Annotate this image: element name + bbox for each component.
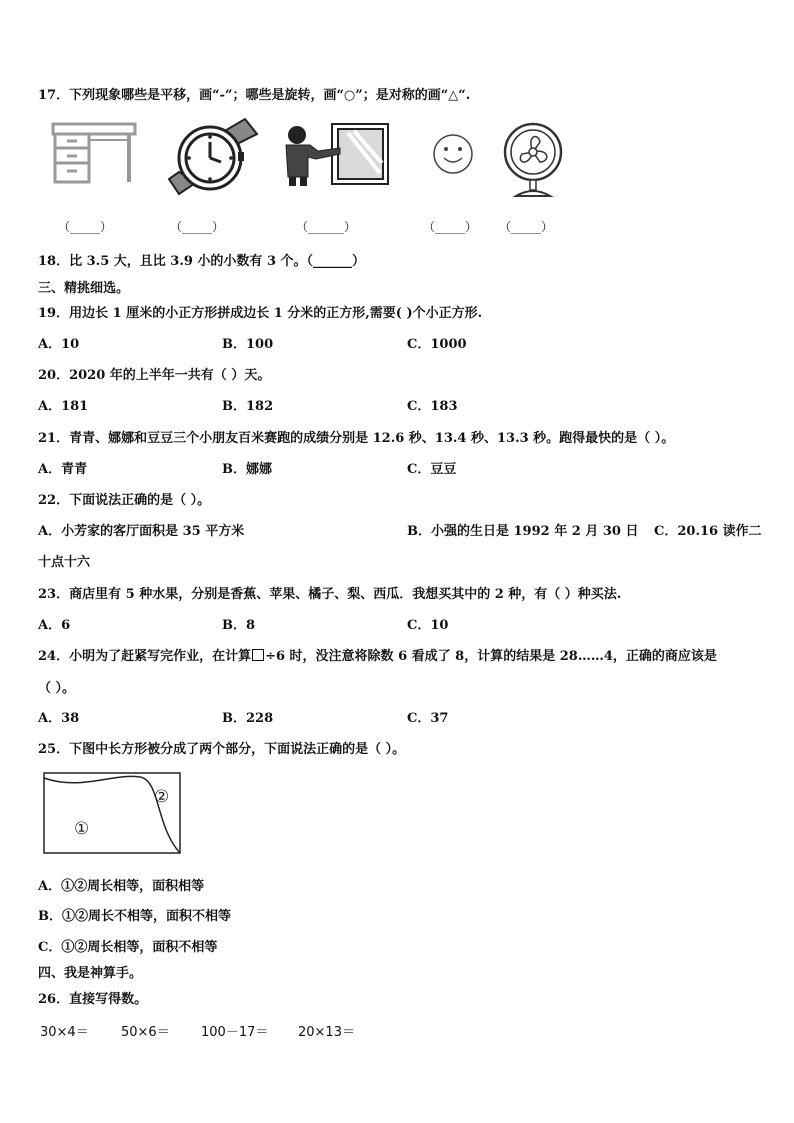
option-c[interactable]: C．183 (407, 399, 458, 414)
option-b[interactable]: B．①②周长不相等，面积不相等 (38, 909, 231, 924)
region-label-2: ② (154, 787, 170, 807)
option-c[interactable]: C．20.16 读作二 (654, 524, 762, 539)
calc-item: 30×4＝ (40, 1025, 89, 1040)
question-24-text-after: ÷6 时，没注意将除数 6 看成了 8，计算的结果是 28……4，正确的商应该是 (265, 649, 717, 664)
calc-item: 50×6＝ (121, 1025, 170, 1040)
section-title: 三、精挑细选。 (38, 281, 130, 296)
option-b[interactable]: B．娜娜 (222, 462, 272, 477)
option-c[interactable]: C．①②周长相等，面积不相等 (38, 940, 218, 955)
electric-fan-icon (500, 122, 566, 198)
option-c[interactable]: C．37 (407, 711, 449, 726)
divided-rectangle-figure (42, 771, 184, 857)
question-24 (38, 645, 717, 664)
option-a[interactable]: A．181 (38, 399, 89, 414)
option-c[interactable]: C．豆豆 (407, 462, 457, 477)
calc-item: 100－17＝ (201, 1025, 269, 1040)
question-24-continuation: （ ）。 (38, 681, 76, 696)
wristwatch-icon (165, 116, 260, 196)
option-b[interactable]: B．100 (222, 337, 274, 352)
question-26: 26．直接写得数。 (38, 992, 148, 1007)
option-a[interactable]: A．小芳家的客厅面积是 35 平方米 (38, 524, 245, 539)
option-b[interactable]: B．228 (222, 711, 274, 726)
option-a[interactable]: A．10 (38, 337, 80, 352)
question-17: 17．下列现象哪些是平移，画“-”；哪些是旋转，画“○”；是对称的画“△“. (38, 88, 471, 103)
window-push-icon (280, 121, 390, 187)
option-a[interactable]: A．青青 (38, 462, 88, 477)
option-a[interactable]: A．6 (38, 618, 71, 633)
option-b[interactable]: B．182 (222, 399, 274, 414)
option-c[interactable]: C．1000 (407, 337, 467, 352)
answer-blank[interactable]: （_____） (499, 220, 554, 234)
answer-blank[interactable]: （_____） (170, 220, 225, 234)
answer-blank[interactable]: （_____） (58, 220, 113, 234)
question-21: 21．青青、娜娜和豆豆三个小朋友百米赛跑的成绩分别是 12.6 秒、13.4 秒、13.3 秒。跑得最快的是（ ）。 (38, 431, 675, 446)
smiley-face-icon (431, 132, 475, 176)
desk-icon (50, 120, 138, 186)
option-b[interactable]: B．小强的生日是 1992 年 2 月 30 日 (407, 524, 639, 539)
option-b[interactable]: B．8 (222, 618, 256, 633)
option-a[interactable]: A．①②周长相等，面积相等 (38, 879, 205, 894)
answer-blank[interactable]: （_____） (423, 220, 478, 234)
question-19: 19．用边长 1 厘米的小正方形拼成边长 1 分米的正方形,需要( )个小正方形. (38, 306, 483, 321)
calc-item: 20×13＝ (298, 1025, 355, 1040)
question-22: 22．下面说法正确的是（ ）。 (38, 493, 211, 508)
region-label-1: ① (74, 819, 90, 839)
section-title: 四、我是神算手。 (38, 966, 143, 981)
option-c-continuation: 十点十六 (38, 555, 91, 570)
question-20: 20．2020 年的上半年一共有（ ）天。 (38, 368, 271, 383)
option-c[interactable]: C．10 (407, 618, 449, 633)
question-18: 18．比 3.5 大，且比 3.9 小的小数有 3 个。（______） (38, 254, 366, 269)
option-a[interactable]: A．38 (38, 711, 80, 726)
question-25: 25．下图中长方形被分成了两个部分，下面说法正确的是（ ）。 (38, 742, 406, 757)
empty-box-icon (252, 649, 264, 661)
question-24-text-before: 24．小明为了赶紧写完作业，在计算 (38, 649, 252, 664)
answer-blank[interactable]: （______） (296, 220, 357, 234)
question-23: 23．商店里有 5 种水果，分别是香蕉、苹果、橘子、梨、西瓜．我想买其中的 2 种，有（ ）种买法. (38, 587, 622, 602)
